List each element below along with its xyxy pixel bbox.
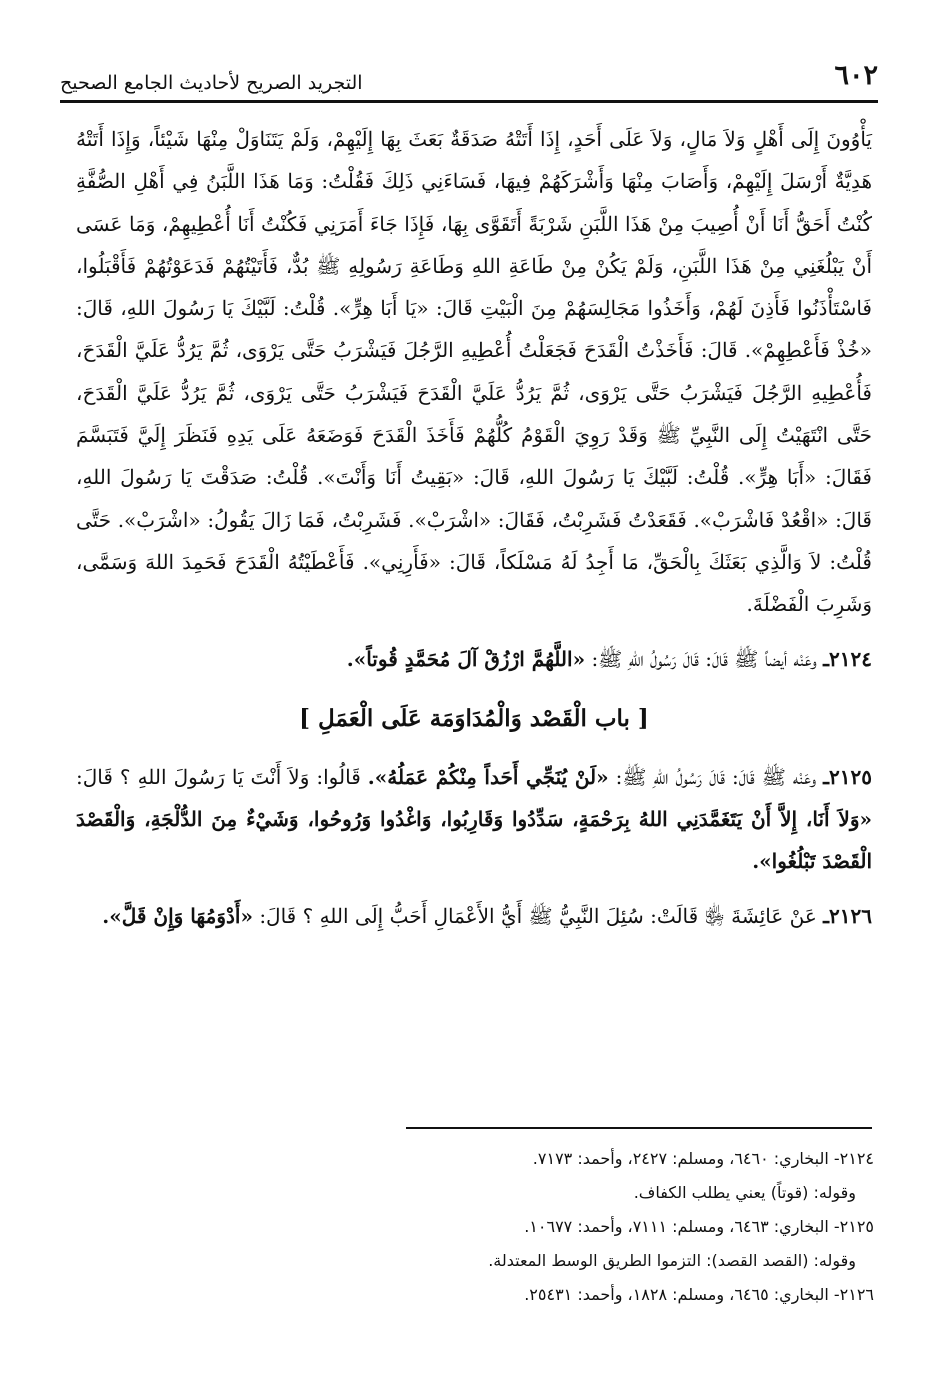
spacer — [76, 883, 872, 895]
footnote-line: وقوله: (القصد القصد): التزموا الطريق الوسط المعتدلة. — [488, 1251, 856, 1270]
page-header — [60, 58, 878, 102]
hadith-text: عَنْ عَائِشَةَ ﵂ قَالَتْ: سُئِلَ النَّبِيُّ ﷺ أَيُّ الأَعْمَالِ أَحَبُّ إِلَى اللهِ ؟ قَالَ: — [259, 903, 817, 928]
hadith-2125 — [76, 756, 872, 883]
hadith-quote: «أَدْوَمُهَا وَإِنْ قَلَّ». — [102, 903, 253, 928]
hadith-number: ٢١٢٤ـ — [823, 646, 872, 671]
hadith-text: قَالُوا: وَلاَ أَنْتَ يَا رَسُولَ اللهِ ؟ قَالَ: — [76, 764, 361, 789]
footnote-divider — [406, 1127, 872, 1129]
hadith-2126 — [76, 895, 872, 937]
page-number: ٦٠٢ — [834, 60, 878, 91]
hadith-text: وعَنْه ﷺ قَالَ: قَالَ رَسُولُ اللهِ ﷺ: — [615, 764, 817, 789]
header-divider — [60, 100, 878, 103]
hadith-number: ٢١٢٥ـ — [823, 764, 872, 789]
footnote-line: ٢١٢٦- البخاري: ٦٤٦٥، ومسلم: ١٨٢٨، وأحمد: ٢٥٤٣١. — [524, 1285, 874, 1304]
footnote-line: ٢١٢٤- البخاري: ٦٤٦٠، ومسلم: ٢٤٢٧، وأحمد: ٧١٧٣. — [532, 1149, 874, 1168]
continuation-paragraph: يَأْوُونَ إِلَى أَهْلٍ وَلاَ مَالٍ، وَلاَ عَلَى أَحَدٍ، إِذَا أَتَتْهُ صَدَقَةٌ بَعَثَ بِهَا إِلَيْهِمْ، وَلَمْ يَتَنَاوَلْ مِنْهَا شَيْئاً، وَإِذَا أَتَتْهُ هَدِيَّةٌ أَرْسَلَ إِلَيْهِمْ، وَأَصَابَ مِنْهَا وَأَشْرَكَهُمْ فِيهَا، فَسَاءَنِي ذَلِكَ فَقُلْتُ: وَمَا هَذَا اللَّبَنُ فِي أَهْلِ الصُّفَّةِ كُنْتُ أَحَقُّ أَنَا أَنْ أُصِيبَ مِنْ هَذَا اللَّبَنِ شَرْبَةً أَتَقَوَّى بِهَا، فَإِذَا جَاءَ أَمَرَنِي فَكُنْتُ أَنَا أُعْطِيهِمْ، وَمَا عَسَى أَنْ يَبْلُغَنِي مِنْ هَذَا اللَّبَنِ، وَلَمْ يَكُنْ مِنْ طَاعَةِ اللهِ وَطَاعَةِ رَسُولِهِ ﷺ بُدٌّ، فَأَتَيْتُهُمْ فَدَعَوْتُهُمْ فَأَقْبَلُوا، فَاسْتَأْذَنُوا فَأَذِنَ لَهُمْ، وَأَخَذُوا مَجَالِسَهُمْ مِنَ الْبَيْتِ قَالَ: «يَا أَبَا هِرٍّ». قُلْتُ: لَبَّيْكَ يَا رَسُولَ اللهِ، قَالَ: «خُذْ فَأَعْطِهِمْ». قَالَ: فَأَخَذْتُ الْقَدَحَ فَجَعَلْتُ أُعْطِيهِ الرَّجُلَ فَيَشْرَبُ حَتَّى يَرْوَى، ثُمَّ يَرُدُّ عَلَيَّ الْقَدَحَ، فَأُعْطِيهِ الرَّجُلَ فَيَشْرَبُ حَتَّى يَرْوَى، ثُمَّ يَرُدُّ عَلَيَّ الْقَدَحَ فَيَشْرَبُ حَتَّى يَرْوَى، ثُمَّ يَرُدُّ عَلَيَّ الْقَدَحَ، حَتَّى انْتَهَيْتُ إِلَى النَّبِيِّ ﷺ وَقَدْ رَوِيَ الْقَوْمُ كُلُّهُمْ فَأَخَذَ الْقَدَحَ فَوَضَعَهُ عَلَى يَدِهِ فَنَظَرَ إِلَيَّ فَتَبَسَّمَ فَقَالَ: «أَبَا هِرٍّ». قُلْتُ: لَبَّيْكَ يَا رَسُولَ اللهِ، قَالَ: «بَقِيتُ أَنَا وَأَنْتَ». قُلْتُ: صَدَقْتَ يَا رَسُولَ اللهِ، قَالَ: «اقْعُدْ فَاشْرَبْ». فَقَعَدْتُ فَشَرِبْتُ، فَقَالَ: «اشْرَبْ». فَشَرِبْتُ، فَمَا زَالَ يَقُولُ: «اشْرَبْ». حَتَّى قُلْتُ: لاَ وَالَّذِي بَعَثَكَ بِالْحَقِّ، مَا أَجِدُ لَهُ مَسْلَكاً، قَالَ: «فَأَرِنِي». فَأَعْطَيْتُهُ الْقَدَحَ فَحَمِدَ اللهَ وَسَمَّى، وَشَرِبَ الْفَضْلَةَ. — [76, 127, 872, 617]
running-title: التجريد الصريح لأحاديث الجامع الصحيح — [60, 72, 363, 94]
footnotes — [174, 1142, 874, 1312]
hadith-quote: «لَنْ يُنَجِّي أَحَداً مِنْكُمْ عَمَلُهُ». — [367, 764, 609, 789]
main-text — [76, 118, 872, 937]
hadith-text: وعَنْه أيضاً ﷺ قَالَ: قَالَ رَسُولُ اللهِ ﷺ: — [591, 646, 817, 671]
hadith-quote: «وَلاَ أَنَا، إِلاَّ أَنْ يَتَغَمَّدَنِي اللهُ بِرَحْمَةٍ، سَدِّدُوا وَقَارِبُوا، وَاغْدُوا وَرُوحُوا، وَشَيْءٌ مِنَ الدُّلْجَةِ، وَالْقَصْدَ الْقَصْدَ تَبْلُغُوا». — [76, 807, 872, 874]
hadith-number: ٢١٢٦ـ — [823, 903, 872, 928]
hadith-2124 — [76, 638, 872, 680]
hadith-quote: «اللَّهُمَّ ارْزُقْ آلَ مُحَمَّدٍ قُوتاً». — [346, 646, 586, 671]
footnote-line: وقوله: (قوتاً) يعني يطلب الكفاف. — [633, 1183, 856, 1202]
footnote-line: ٢١٢٥- البخاري: ٦٤٦٣، ومسلم: ٧١١١، وأحمد: ١٠٦٧٧. — [524, 1217, 874, 1236]
spacer — [76, 626, 872, 638]
chapter-heading: [ باب الْقَصْد وَالْمُدَاوَمَة عَلَى الْعَمَلِ ] — [299, 704, 649, 732]
